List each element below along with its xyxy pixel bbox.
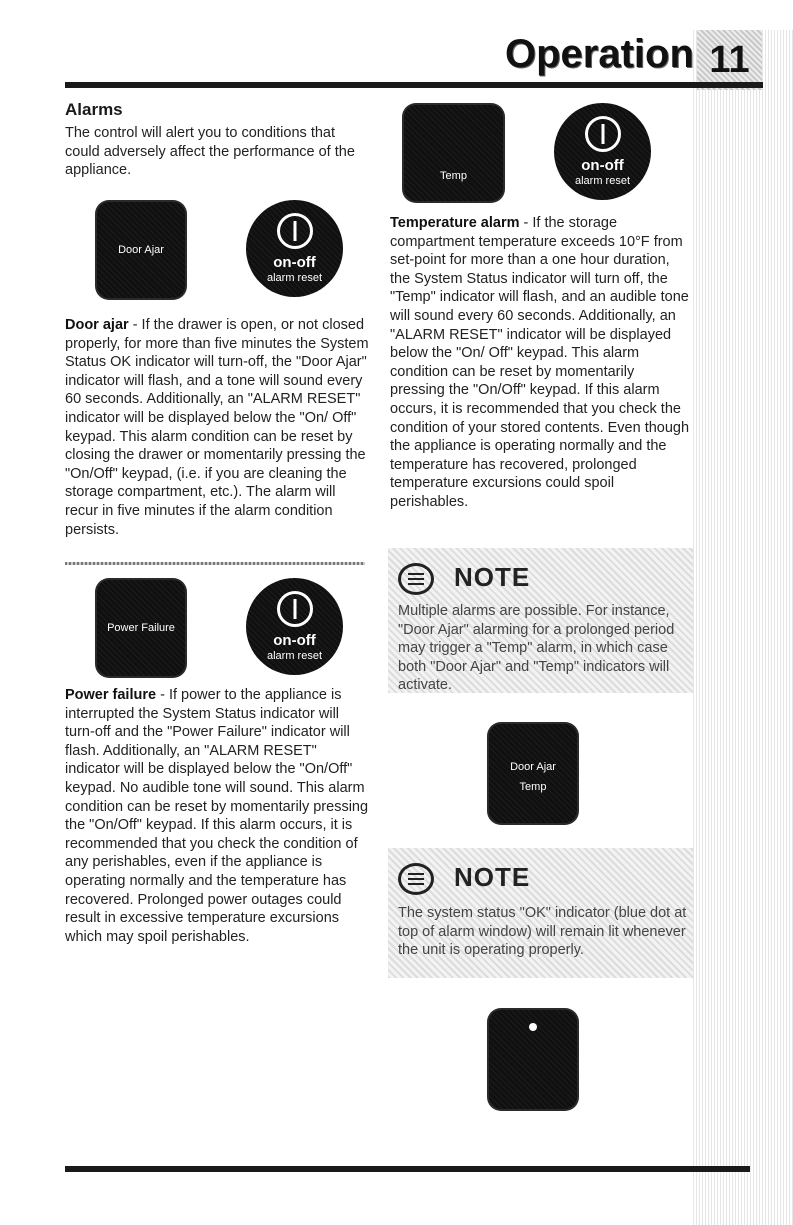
- door-ajar-paragraph: [65, 316, 370, 539]
- on-off-label: on-off: [273, 254, 316, 271]
- on-off-keypad: [246, 200, 343, 297]
- power-failure-body: - If power to the appliance is interrupted the System Status indicator will turn-off and the "Power Failure" indicator will flash. Additionally, an "ALARM RESET" indicator will be displayed below the "On/Off" keypad. No audible tone will sound. This alarm condition can be reset by momentarily pressing the "On/Off" keypad. If this alarm occurs, it is recommended that you check the condition of any perishables, even if the appliance is operating normally and the temperature has recovered. Prolonged power outages could result in excessive temperature excursions which may spoil perishables.: [65, 687, 369, 945]
- on-off-keypad-3: [554, 103, 651, 200]
- note-icon: [398, 863, 434, 895]
- temp-keypad-label: Temp: [519, 780, 547, 793]
- door-ajar-keypad-label: Door Ajar: [510, 760, 556, 773]
- power-icon: [277, 591, 313, 627]
- on-off-label: on-off: [273, 632, 316, 649]
- on-off-label: on-off: [581, 157, 624, 174]
- note-icon: [398, 563, 434, 595]
- power-failure-keypad: [95, 578, 187, 678]
- header-rule: [65, 82, 763, 88]
- temperature-paragraph: [390, 214, 690, 512]
- page-number: 11: [697, 30, 762, 90]
- temp-keypad-label: Temp: [440, 169, 467, 182]
- note-title: NOTE: [454, 862, 531, 892]
- note-text: Multiple alarms are possible. For instance, "Door Ajar" alarming for a prolonged period may trigger a "Temp" alarm, in which case both "Door Ajar" and "Temp" indicators will activate.: [398, 603, 675, 694]
- door-ajar-keypad: [95, 200, 187, 300]
- alarms-heading: Alarms: [65, 100, 123, 119]
- status-ok-keypad: [487, 1008, 579, 1111]
- footer-rule: [65, 1166, 750, 1172]
- on-off-keypad-2: [246, 578, 343, 675]
- temperature-title: Temperature alarm: [390, 215, 520, 231]
- note-text: The system status "OK" indicator (blue dot at top of alarm window) will remain lit whenever the unit is operating properly.: [398, 905, 687, 959]
- power-icon: [585, 116, 621, 152]
- power-icon: [277, 213, 313, 249]
- alarm-reset-label: alarm reset: [266, 650, 323, 662]
- door-ajar-keypad-label: Door Ajar: [118, 244, 164, 256]
- status-ok-dot-icon: [529, 1023, 537, 1031]
- door-ajar-title: Door ajar: [65, 317, 129, 333]
- temperature-body: - If the storage compartment temperature exceeds 10°F from set-point for more than a one hour duration, the System Status indicator will turn off, the "Temp" indicator will flash, and an audible tone will sound every 60 seconds. Additionally, an "ALARM RESET" indicator will be displayed below the "On/ Off" keypad. This alarm condition can be reset by momentarily pressing the "On/Off" keypad. If this alarm occurs, it is recommended that you check the condition of your stored contents. Even though the appliance is operating normally and the temperature has recovered, prolonged temperature excursions could spoil perishables.: [390, 215, 690, 510]
- section-divider: [65, 562, 365, 565]
- right-margin-pattern: [693, 30, 793, 1225]
- door-ajar-body: - If the drawer is open, or not closed properly, for more than five minutes the System Status OK indicator will turn-off, the "Door Ajar" indicator will flash, and a tone will sound every 60 seconds. Additionally, an "ALARM RESET" indicator will be displayed below the "On/ Off" keypad. This alarm condition can be reset by closing the drawer or momentarily pressing the "On/Off" keypad, (i.e. if you are cleaning the storage compartment, etc.). The alarm will recur in five minutes if the alarm condition persists.: [65, 317, 369, 538]
- note-box-multiple-alarms: [388, 548, 693, 693]
- power-failure-paragraph: [65, 686, 370, 946]
- page-title: Operation: [505, 32, 694, 76]
- temp-keypad: [402, 103, 505, 203]
- alarm-reset-label: alarm reset: [574, 175, 631, 187]
- alarm-reset-label: alarm reset: [266, 272, 323, 284]
- power-failure-title: Power failure: [65, 687, 157, 703]
- power-failure-keypad-label: Power Failure: [107, 622, 175, 634]
- note-box-status-indicator: [388, 848, 693, 978]
- door-ajar-temp-keypad: [487, 722, 579, 825]
- note-title: NOTE: [454, 562, 531, 592]
- alarms-intro: The control will alert you to conditions that could adversely affect the performance of the appliance.: [65, 125, 355, 179]
